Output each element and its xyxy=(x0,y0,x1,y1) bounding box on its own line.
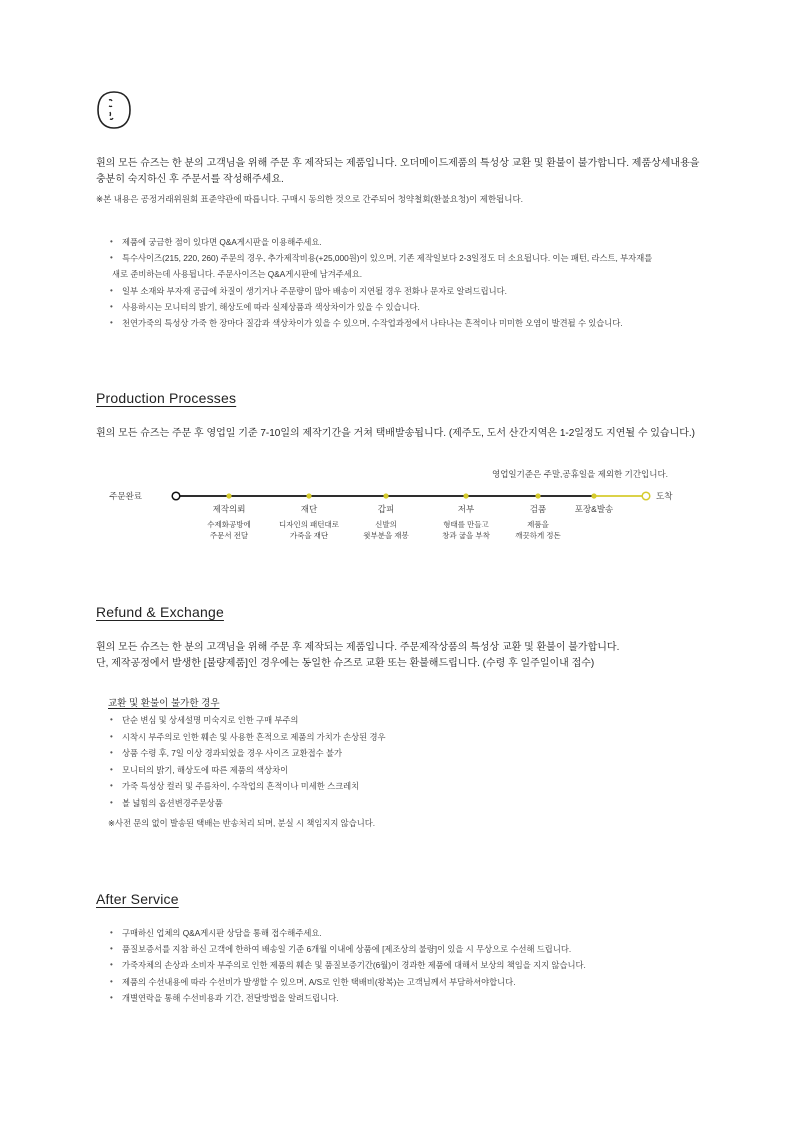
list-item: • 제품의 수선내용에 따라 수선비가 발생할 수 있으며, A/S로 인한 택배비(왕복)는 고객님께서 부담하셔야합니다. xyxy=(108,974,728,990)
list-item: • 모니터의 밝기, 해상도에 따른 제품의 색상차이 xyxy=(108,762,708,779)
intro-note: ※본 내용은 공정거래위원회 표준약관에 따릅니다. 구매시 동의한 것으로 간주되어 청약철회(환불요청)이 제한됩니다. xyxy=(96,194,524,204)
step-desc: 창과 굽을 부착 xyxy=(442,531,490,540)
list-item: • 상품 수령 후, 7일 이상 경과되었을 경우 사이즈 교환접수 불가 xyxy=(108,745,708,762)
step-dot xyxy=(226,493,231,498)
notice-list xyxy=(108,234,708,331)
production-title: Production Processes xyxy=(96,390,237,406)
refund-line-1: 휜의 모든 슈즈는 한 분의 고객님을 위해 주문 후 제작되는 제품입니다. 주문제작상품의 특성상 교환 및 환불이 불가합니다. xyxy=(96,642,620,653)
list-item: • 사용하시는 모니터의 밝기, 해상도에 따라 실제상품과 색상차이가 있을 수 있습니다. xyxy=(108,299,708,315)
step-desc: 수제화공방에 xyxy=(207,520,251,529)
step-desc: 주문서 전달 xyxy=(209,531,249,540)
intro-line-1: 휜의 모든 슈즈는 한 분의 고객님을 위해 주문 후 제작되는 제품입니다. 오더메이드제품의 특성상 교환 및 환불이 불가합니다. 제품상세내용을 xyxy=(96,158,700,169)
refund-title: Refund & Exchange xyxy=(96,604,224,620)
timeline-start-label: 주문완료 xyxy=(109,491,142,501)
step-dot xyxy=(591,493,596,498)
list-item: • 볼 넓힘의 옵션변경주문상품 xyxy=(108,795,708,812)
step-desc: 제품을 xyxy=(527,520,549,529)
timeline-end-label: 도착 xyxy=(656,491,673,501)
list-item: • 구매하신 업체의 Q&A게시판 상담을 통해 접수해주세요. xyxy=(108,925,728,941)
step-dot xyxy=(463,493,468,498)
after-service-list xyxy=(108,925,728,1006)
step-desc: 신발의 xyxy=(375,520,397,529)
face-doodle-icon xyxy=(96,90,132,130)
step-label: 제작의뢰 xyxy=(212,504,246,514)
step-desc: 디자인의 패턴대로 xyxy=(278,520,340,529)
list-item: • 시착시 부주의로 인한 훼손 및 사용한 흔적으로 제품의 가치가 손상된 경우 xyxy=(108,729,708,746)
step-dot xyxy=(383,493,388,498)
list-item: • 제품에 궁금한 점이 있다면 Q&A게시판을 이용해주세요. xyxy=(108,234,708,250)
step-desc: 가죽을 재단 xyxy=(289,531,329,540)
step-label: 갑피 xyxy=(377,504,395,514)
step-label: 검품 xyxy=(529,504,547,514)
step-label: 포장&발송 xyxy=(574,504,614,514)
production-desc: 휜의 모든 슈즈는 주문 후 영업일 기준 7-10일의 제작기간을 거쳐 택배발송됩니다. (제주도, 도서 산간지역은 1-2일정도 지연될 수 있습니다.) xyxy=(96,428,696,439)
list-item: • 일부 소재와 부자재 공급에 차질이 생기거나 주문량이 많아 배송이 지연될 경우 전화나 문자로 알려드립니다. xyxy=(108,283,708,299)
step-desc: 형태를 만들고 xyxy=(443,520,489,529)
list-item: 새로 준비하는데 사용됩니다. 주문사이즈는 Q&A게시판에 남겨주세요. xyxy=(112,269,363,280)
list-item: • 가죽 특성상 컬러 및 주름차이, 수작업의 흔적이나 미세한 스크레치 xyxy=(108,778,708,795)
intro-text xyxy=(96,156,716,188)
timeline-start-node xyxy=(172,492,180,500)
list-item: • 천연가죽의 특성상 가죽 한 장마다 질감과 색상차이가 있을 수 있으며, 수작업과정에서 나타나는 흔적이나 미미한 오염이 발견될 수 있습니다. xyxy=(108,315,708,331)
step-label: 재단 xyxy=(300,504,318,514)
intro-line-2: 충분히 숙지하신 후 주문서를 작성해주세요. xyxy=(96,174,284,185)
after-service-title: After Service xyxy=(96,891,179,907)
step-dot xyxy=(535,493,540,498)
step-desc: 깨끗하게 정돈 xyxy=(515,531,561,540)
refund-line-2: 단, 제작공정에서 발생한 [불량제품]인 경우에는 동일한 슈즈로 교환 또는 환불해드립니다. (수령 후 일주일이내 접수) xyxy=(96,658,595,669)
refund-subhead: 교환 및 환불이 불가한 경우 xyxy=(108,698,220,709)
production-timeline xyxy=(96,482,716,562)
step-dot xyxy=(306,493,311,498)
list-item: • 단순 변심 및 상세설명 미숙지로 인한 구매 부주의 xyxy=(108,712,708,729)
list-item: • 가죽자체의 손상과 소비자 부주의로 인한 제품의 훼손 및 품질보증기간(6월)이 경과한 제품에 대해서 보상의 책임을 지지 않습니다. xyxy=(108,957,728,973)
refund-desc xyxy=(96,640,619,672)
step-label: 저부 xyxy=(457,504,475,514)
step-desc: 윗부분을 재봉 xyxy=(363,531,409,540)
refund-note: ※사전 문의 없이 발송된 택배는 반송처리 되며, 분실 시 책임지지 않습니다. xyxy=(108,818,376,828)
list-item: • 특수사이즈(215, 220, 260) 주문의 경우, 추가제작비용(+25,000원)이 있으며, 기존 제작일보다 2-3일정도 더 소요됩니다. 이는 패턴, 라스트, 부자재를 xyxy=(108,250,708,266)
timeline-end-node xyxy=(642,492,650,500)
list-item: • 품질보증서를 지참 하신 고객에 한하여 배송일 기준 6개월 이내에 상품에 [제조상의 불량]이 있을 시 무상으로 수선해 드립니다. xyxy=(108,941,728,957)
refund-list xyxy=(108,712,708,812)
timeline-note: 영업일기준은 주말,공휴일을 제외한 기간입니다. xyxy=(492,469,669,479)
list-item: • 개별연락을 통해 수선비용과 기간, 전달방법을 알려드립니다. xyxy=(108,990,728,1006)
